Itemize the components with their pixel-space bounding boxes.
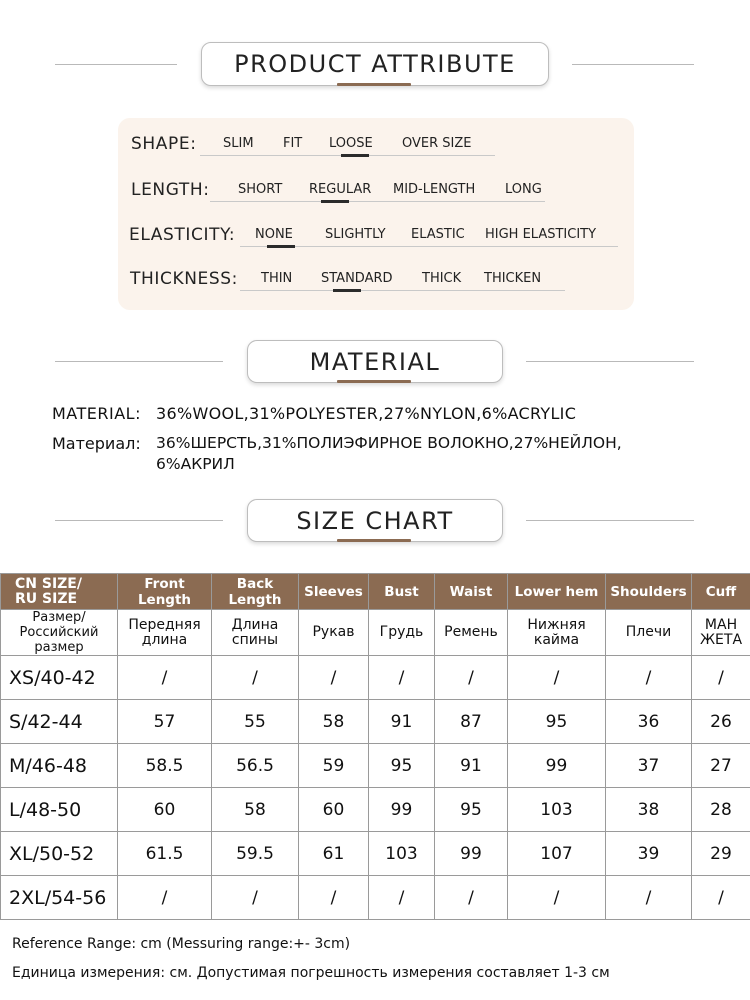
- measurement-cell: 95: [508, 700, 606, 744]
- material-header-right-line: [526, 361, 694, 362]
- table-row: [1, 876, 750, 920]
- measurement-cell: 37: [606, 744, 692, 788]
- attribute-option: SLIM: [223, 136, 254, 151]
- header-cell: Размер/ Российский размер: [1, 610, 118, 656]
- measurement-cell: /: [606, 876, 692, 920]
- size-cell: L/48-50: [1, 788, 118, 832]
- measurement-cell: 39: [606, 832, 692, 876]
- attribute-option: LONG: [505, 182, 542, 197]
- attribute-option: THIN: [261, 271, 293, 286]
- measurement-cell: 58: [299, 700, 369, 744]
- header-cell: Sleeves: [299, 574, 369, 610]
- size-title-text: SIZE CHART: [296, 506, 454, 535]
- table-row: [1, 788, 750, 832]
- header-cell: CN SIZE/ RU SIZE: [1, 574, 118, 610]
- table-row: [1, 744, 750, 788]
- size-header-right-line: [526, 520, 694, 521]
- attribute-option: THICK: [422, 271, 462, 286]
- material-ru-value-line1: 36%ШЕРСТЬ,31%ПОЛИЭФИРНОЕ ВОЛОКНО,27%НЕЙЛОН,: [156, 434, 622, 452]
- measurement-cell: 27: [692, 744, 750, 788]
- header-cell: Грудь: [369, 610, 435, 656]
- measurement-cell: 26: [692, 700, 750, 744]
- attribute-header-left-line: [55, 64, 177, 65]
- measurement-cell: /: [435, 656, 508, 700]
- header-cell: МАН ЖЕТА: [692, 610, 750, 656]
- measurement-cell: 91: [435, 744, 508, 788]
- measurement-cell: /: [118, 656, 212, 700]
- size-cell: M/46-48: [1, 744, 118, 788]
- attribute-option: ELASTIC: [411, 227, 465, 242]
- header-cell: Front Length: [118, 574, 212, 610]
- measurement-cell: 57: [118, 700, 212, 744]
- measurement-cell: /: [435, 876, 508, 920]
- measurement-cell: /: [508, 656, 606, 700]
- header-cell: Плечи: [606, 610, 692, 656]
- measurement-cell: 55: [212, 700, 299, 744]
- measurement-cell: 95: [369, 744, 435, 788]
- measurement-cell: 99: [435, 832, 508, 876]
- reference-range-ru: Единица измерения: см. Допустимая погрешность измерения составляет 1-3 см: [12, 965, 610, 981]
- measurement-cell: 56.5: [212, 744, 299, 788]
- attribute-option: HIGH ELASTICITY: [485, 227, 597, 242]
- attribute-title-underline: [337, 83, 411, 86]
- reference-range-en: Reference Range: cm (Messuring range:+- 3cm): [12, 936, 351, 952]
- measurement-cell: 103: [508, 788, 606, 832]
- attribute-label: SHAPE:: [131, 134, 197, 154]
- measurement-cell: 60: [299, 788, 369, 832]
- attribute-baseline: [210, 201, 545, 202]
- attribute-baseline: [240, 290, 565, 291]
- table-row: [1, 832, 750, 876]
- attribute-baseline: [240, 246, 618, 247]
- measurement-cell: 99: [369, 788, 435, 832]
- measurement-cell: 59.5: [212, 832, 299, 876]
- attribute-option-selected: NONE: [255, 227, 293, 242]
- size-cell: S/42-44: [1, 700, 118, 744]
- size-header-left-line: [55, 520, 223, 521]
- header-cell: Нижняя кайма: [508, 610, 606, 656]
- attribute-section-title: [201, 42, 549, 86]
- measurement-cell: 36: [606, 700, 692, 744]
- measurement-cell: /: [212, 656, 299, 700]
- attribute-option: OVER SIZE: [402, 136, 472, 151]
- attribute-header-right-line: [572, 64, 694, 65]
- table-header-row: [1, 610, 750, 656]
- attribute-label: LENGTH:: [131, 180, 210, 200]
- size-chart-table: [0, 573, 750, 920]
- header-cell: Waist: [435, 574, 508, 610]
- header-cell: Bust: [369, 574, 435, 610]
- measurement-cell: /: [692, 876, 750, 920]
- material-en-label: MATERIAL:: [52, 404, 141, 423]
- measurement-cell: 58: [212, 788, 299, 832]
- attribute-option: SHORT: [238, 182, 283, 197]
- attribute-selected-marker: [341, 154, 369, 157]
- header-cell: Рукав: [299, 610, 369, 656]
- measurement-cell: 38: [606, 788, 692, 832]
- measurement-cell: 107: [508, 832, 606, 876]
- measurement-cell: 103: [369, 832, 435, 876]
- attribute-option: FIT: [283, 136, 303, 151]
- attribute-title-text: PRODUCT ATTRIBUTE: [234, 50, 516, 78]
- header-cell: Shoulders: [606, 574, 692, 610]
- header-cell: Cuff: [692, 574, 750, 610]
- attribute-label: THICKNESS:: [130, 269, 238, 289]
- measurement-cell: /: [369, 656, 435, 700]
- attribute-option-selected: LOOSE: [329, 136, 373, 151]
- size-section-title: [247, 499, 503, 542]
- material-header-left-line: [55, 361, 223, 362]
- header-cell: Lower hem: [508, 574, 606, 610]
- material-title-underline: [337, 380, 411, 383]
- measurement-cell: 61.5: [118, 832, 212, 876]
- measurement-cell: 28: [692, 788, 750, 832]
- header-cell: Длина спины: [212, 610, 299, 656]
- size-cell: XS/40-42: [1, 656, 118, 700]
- attribute-label: ELASTICITY:: [129, 225, 236, 245]
- attribute-option: SLIGHTLY: [325, 227, 386, 242]
- measurement-cell: /: [299, 656, 369, 700]
- attribute-selected-marker: [267, 245, 295, 248]
- size-cell: XL/50-52: [1, 832, 118, 876]
- measurement-cell: 29: [692, 832, 750, 876]
- attribute-selected-marker: [321, 200, 349, 203]
- attribute-option: MID-LENGTH: [393, 182, 476, 197]
- material-section-title: [247, 340, 503, 383]
- measurement-cell: /: [369, 876, 435, 920]
- measurement-cell: 58.5: [118, 744, 212, 788]
- measurement-cell: /: [299, 876, 369, 920]
- header-cell: Ремень: [435, 610, 508, 656]
- measurement-cell: /: [118, 876, 212, 920]
- measurement-cell: 59: [299, 744, 369, 788]
- attribute-option: THICKEN: [484, 271, 542, 286]
- header-cell: Передняя длина: [118, 610, 212, 656]
- material-ru-label: Материал:: [52, 434, 141, 453]
- measurement-cell: 60: [118, 788, 212, 832]
- attribute-option-selected: REGULAR: [309, 182, 372, 197]
- measurement-cell: /: [692, 656, 750, 700]
- material-ru-value-line2: 6%АКРИЛ: [156, 455, 235, 473]
- measurement-cell: 61: [299, 832, 369, 876]
- table-row: [1, 656, 750, 700]
- material-title-text: MATERIAL: [309, 347, 441, 376]
- measurement-cell: /: [606, 656, 692, 700]
- table-header-row: [1, 574, 750, 610]
- measurement-cell: 95: [435, 788, 508, 832]
- material-en-value: 36%WOOL,31%POLYESTER,27%NYLON,6%ACRYLIC: [156, 404, 577, 423]
- attribute-selected-marker: [333, 289, 361, 292]
- header-cell: Back Length: [212, 574, 299, 610]
- size-cell: 2XL/54-56: [1, 876, 118, 920]
- measurement-cell: /: [212, 876, 299, 920]
- size-title-underline: [337, 539, 411, 542]
- measurement-cell: /: [508, 876, 606, 920]
- attribute-option-selected: STANDARD: [321, 271, 393, 286]
- measurement-cell: 91: [369, 700, 435, 744]
- measurement-cell: 99: [508, 744, 606, 788]
- measurement-cell: 87: [435, 700, 508, 744]
- table-row: [1, 700, 750, 744]
